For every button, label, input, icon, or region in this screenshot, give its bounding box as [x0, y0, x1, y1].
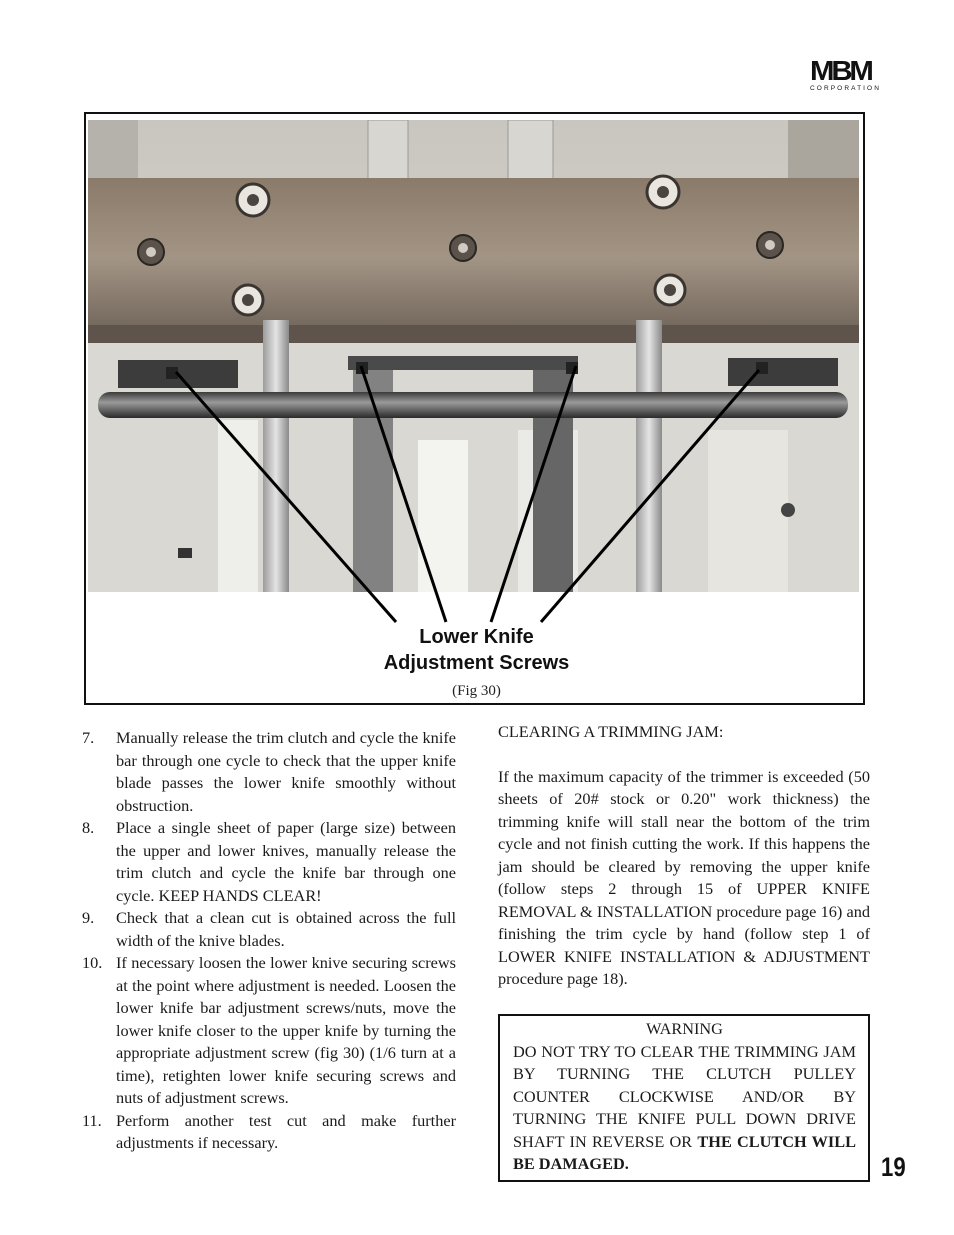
trimming-jam-section — [498, 721, 870, 991]
step-text: Check that a clean cut is obtained across the full width of the knive blades. — [116, 908, 456, 950]
step-text: If necessary loosen the lower knive securing screws at the point where adjustment is needed. Loosen the lower knife bar adjustment screws/nuts, move the lower knife closer to the upper knife by turning the appropriate adjustment screw (fig 30) (1/6 turn at a time), retighten lower knife securing screws and nuts of adjustment screws. — [116, 953, 456, 1107]
step-number: 9. — [82, 908, 95, 927]
warning-title: WARNING — [646, 1019, 723, 1038]
step-number: 7. — [82, 728, 95, 747]
logo-mark: MBM — [810, 55, 871, 86]
step-item — [82, 817, 456, 907]
step-text: Manually release the trim clutch and cycle the knife bar through one cycle to check that the upper knife blade passes the lower knife smoothly without obstruction. — [116, 728, 456, 815]
caption-line-2: Adjustment Screws — [383, 652, 570, 674]
step-item — [82, 952, 456, 1110]
step-text: Perform another test cut and make further adjustments if necessary. — [116, 1110, 456, 1152]
figure-label: (Fig 30) — [452, 683, 501, 699]
mbm-logo — [810, 55, 886, 92]
page-number: 19 — [881, 1152, 906, 1182]
warning-body — [513, 1041, 856, 1176]
step-number: 8. — [82, 818, 95, 837]
warning-box — [498, 1014, 870, 1182]
jam-paragraph: If the maximum capacity of the trimmer is exceeded (50 sheets of 20# stock or 0.20" work thickness) the trimming knife will stall near the bottom of the trim cycle and not finish cutting the work. If this happens the jam should be cleared by removing the upper knife (follow steps 2 through 15 of UPPER KNIFE REMOVAL & INSTALLATION procedure page 16) and finishing the trim cycle by hand (follow step 1 of LOWER KNIFE INSTALLATION & ADJUSTMENT procedure page 18). — [498, 766, 870, 988]
step-text: Place a single sheet of paper (large size) between the upper and lower knives, manually release the trim clutch and cycle the knife bar through one cycle. KEEP HANDS CLEAR! — [116, 818, 456, 905]
step-item — [82, 727, 456, 817]
step-item — [82, 1110, 456, 1155]
step-number: 11. — [82, 1110, 102, 1130]
section-heading: CLEARING A TRIMMING JAM: — [498, 722, 724, 741]
step-item — [82, 907, 456, 952]
step-number: 10. — [82, 953, 103, 972]
machine-photo — [88, 120, 859, 592]
figure-30 — [84, 112, 865, 705]
caption-line-1: Lower Knife — [419, 626, 534, 648]
adjustment-steps — [82, 727, 456, 1155]
logo-subtitle: CORPORATION — [810, 85, 882, 92]
warning-emphasis: THE CLUTCH WILL BE DAMAGED. — [513, 1131, 856, 1173]
warning-text: DO NOT TRY TO CLEAR THE TRIMMING JAM BY TURNING THE CLUTCH PULLEY COUNTER CLOCKWISE AND/OR BY TURNING THE KNIFE PULL DOWN DRIVE SHAFT IN REVERSE OR — [513, 1041, 856, 1151]
